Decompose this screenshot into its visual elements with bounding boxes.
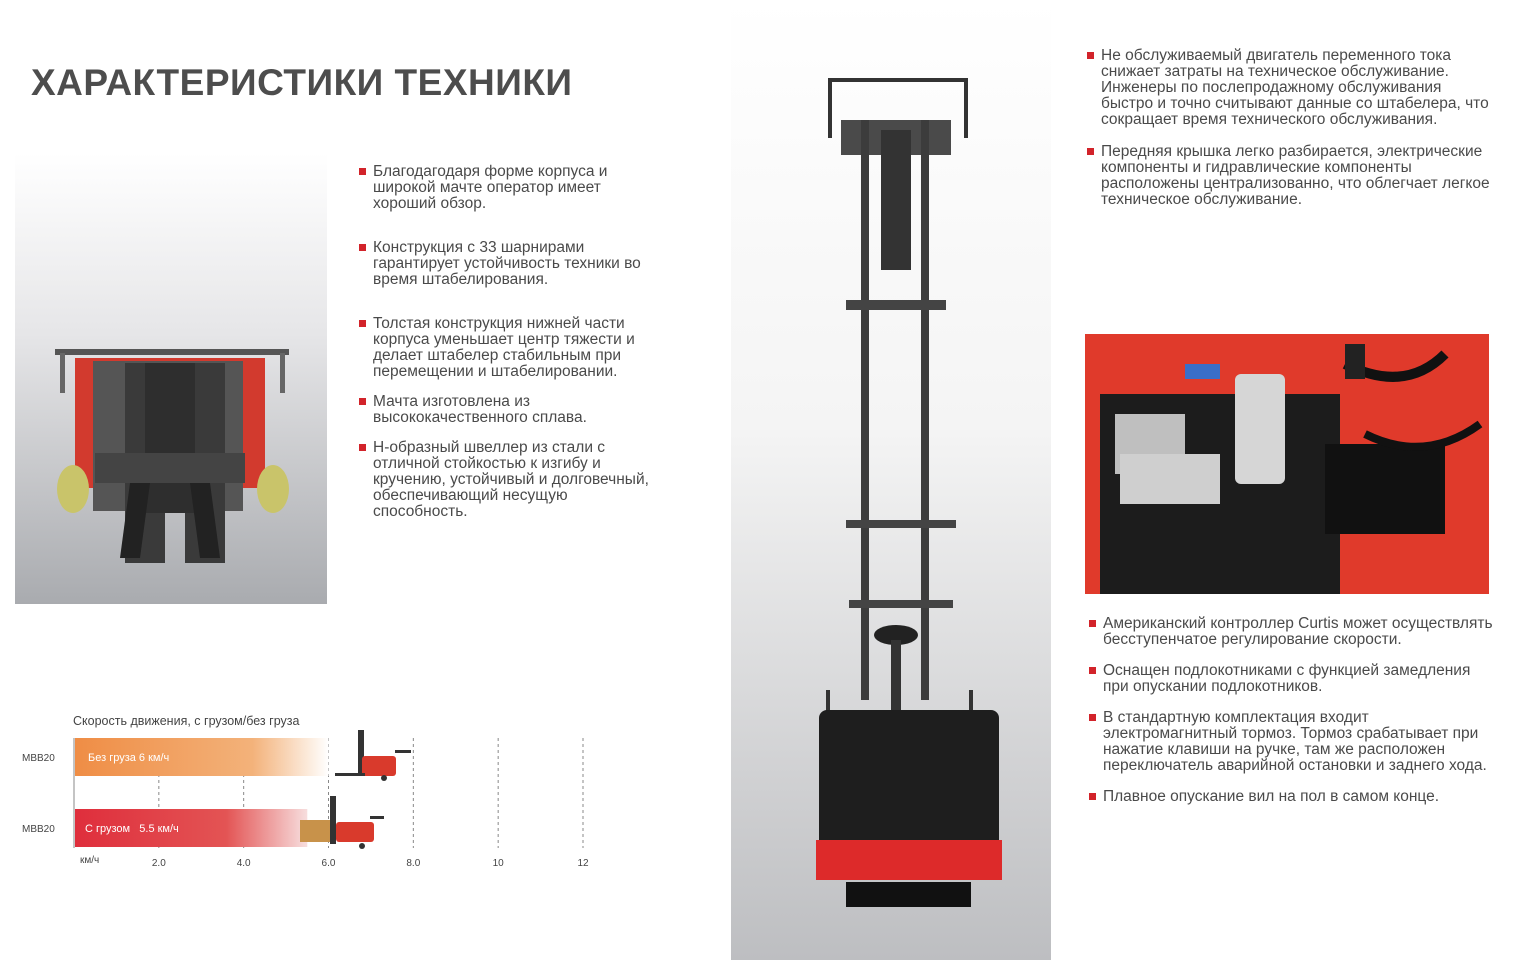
chart-tick-label: 8.0 — [406, 858, 421, 869]
chart-tick-label: 6.0 — [321, 858, 336, 869]
electrical-compartment-photo — [1085, 334, 1489, 594]
chart-bar-label: С грузом 5.5 км/ч — [85, 823, 179, 835]
feature-item: Передняя крышка легко разбирается, электрические компоненты и гидравлические компоненты расположены централизованно, что облегчает легкое техническое обслуживание. — [1086, 144, 1496, 208]
feature-item: Н-образный швеллер из стали с отличной стойкостью к изгибу и кручению, устойчивый и долговечный, обеспечивающий несущую способность. — [358, 440, 658, 520]
speed-chart — [0, 730, 620, 880]
chart-tick-label: 10 — [492, 858, 504, 869]
feature-item: Оснащен подлокотниками с функцией замедления при опускании подлокотников. — [1088, 663, 1498, 695]
chart-x-label: км/ч — [80, 855, 100, 866]
chart-tick-label: 12 — [577, 858, 589, 869]
feature-item: Не обслуживаемый двигатель переменного тока снижает затраты на техническое обслуживание. Инженеры по послепродажному обслуживания быстро и точно считывают данные со штабелера, что сокращает время технического обслуживания. — [1086, 48, 1496, 128]
stacker-loaded-icon — [300, 796, 384, 849]
feature-item: Плавное опускание вил на пол в самом конце. — [1088, 789, 1498, 805]
chart-bar-label: Без груза 6 км/ч — [88, 752, 170, 764]
chart-category-label: MBB20 — [22, 824, 55, 835]
right-bottom-feature-list — [1088, 616, 1498, 805]
chart-tick-label: 2.0 — [151, 858, 166, 869]
left-feature-list — [358, 164, 658, 520]
feature-item: Толстая конструкция нижней части корпуса уменьшает центр тяжести и делает штабелер стабильным при перемещении и штабелировании. — [358, 316, 658, 380]
page-title: ХАРАКТЕРИСТИКИ ТЕХНИКИ — [31, 62, 573, 103]
feature-item: Благодагодаря форме корпуса и широкой мачте оператор имеет хороший обзор. — [358, 164, 658, 212]
feature-item: Мачта изготовлена из высококачественного сплава. — [358, 394, 658, 426]
chart-category-label: MBB20 — [22, 753, 55, 764]
stacker-front-photo — [15, 153, 327, 604]
stacker-tall-photo — [731, 0, 1051, 960]
chart-title: Скорость движения, с грузом/без груза — [73, 714, 300, 728]
chart-tick-label: 4.0 — [236, 858, 251, 869]
feature-item: Американский контроллер Curtis может осуществлять бесступенчатое регулирование скорости. — [1088, 616, 1498, 648]
right-top-feature-list — [1086, 48, 1496, 208]
feature-item: В стандартную комплектация входит электромагнитный тормоз. Тормоз срабатывает при нажатие клавиши на ручке, там же расположен переключатель аварийной остановки и заднего хода. — [1088, 710, 1498, 774]
stacker-unloaded-icon — [335, 730, 411, 781]
feature-item: Конструкция с 33 шарнирами гарантирует устойчивость техники во время штабелирования. — [358, 240, 658, 288]
